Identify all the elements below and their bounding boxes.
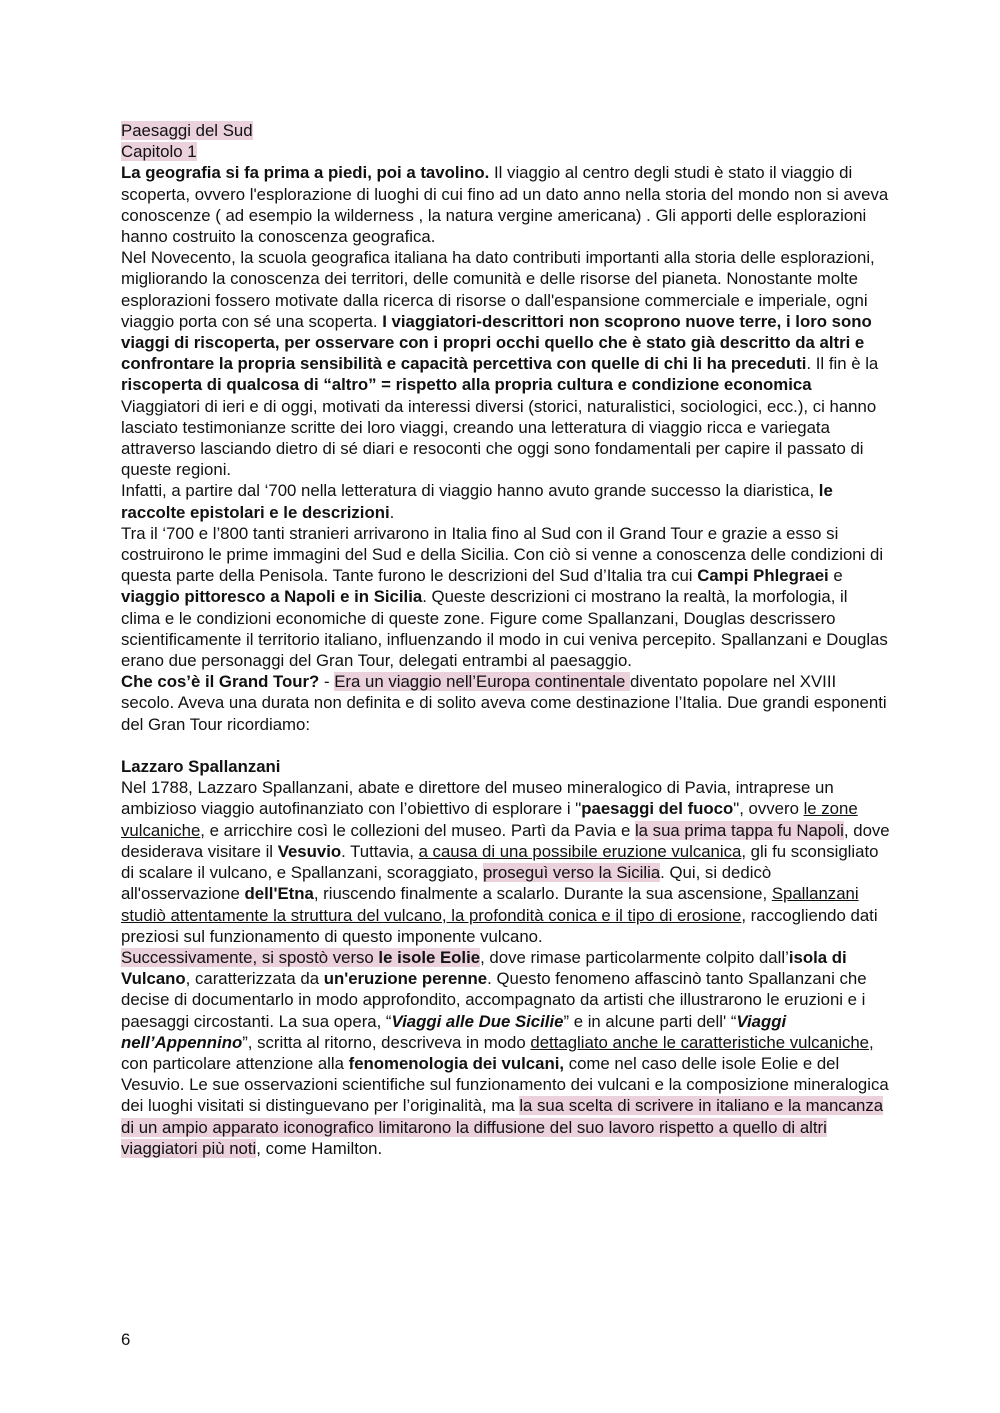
document-title: Paesaggi del Sud: [121, 121, 253, 140]
paragraph-grand-tour-history: Tra il ‘700 e l’800 tanti stranieri arrivarono in Italia fino al Sud con il Grand Tour e grazie a esso si costruirono le prime immagini del Sud e della Sicilia. Con ciò si venne a conoscenza delle condizioni di questa parte della Penisola. Tante furono le descrizioni del Sud d’Italia tra cui Campi Phlegraei e viaggio pittoresco a Napoli e in Sicilia. Queste descrizioni ci mostrano la realtà, la morfologia, il clima e le condizioni economiche di queste zone. Figure come Spallanzani, Douglas descrissero scientificamente il territorio italiano, influenzando il modo in cui veniva percepito. Spallanzani e Douglas erano due personaggi del Gran Tour, delegati entrambi al paesaggio.: [121, 523, 888, 671]
paragraph-novecento: Nel Novecento, la scuola geografica italiana ha dato contributi importanti alla storia delle esplorazioni, migliorando la conoscenza dei territori, delle comunità e delle risorse del pianeta. Nonostante molte esplorazioni fossero motivate dalla ricerca di risorse o dall'espansione commerciale e imperiale, ogni viaggio porta con sé una scoperta. I viaggiatori-descrittori non scoprono nuove terre, i loro sono viaggi di riscoperta, per osservare con i propri occhi quello che è stato già descritto da altri e confrontare la propria sensibilità e capacità percettiva con quelle di chi li ha preceduti. Il fin è la riscoperta di qualcosa di “altro” = rispetto alla propria cultura e condizione economica: [121, 248, 879, 395]
document-body: [121, 120, 891, 1159]
paragraph-grand-tour-definition: Che cos’è il Grand Tour? - Era un viaggio nell’Europa continentale diventato popolare nel XVIII secolo. Aveva una durata non definita e di solito aveva come destinazione l’Italia. Due grandi esponenti del Gran Tour ricordiamo:: [121, 672, 887, 734]
section-heading: Lazzaro Spallanzani: [121, 757, 281, 777]
paragraph-eolie: Successivamente, si spostò verso le isole Eolie, dove rimase particolarmente colpito dall’isola di Vulcano, caratterizzata da un'eruzione perenne. Questo fenomeno affascinò tanto Spallanzani che decise di documentarlo in modo approfondito, accompagnato da artisti che illustrarono le eruzioni e i paesaggi circostanti. La sua opera, “Viaggi alle Due Sicilie” e in alcune parti dell' “Viaggi nell’Appennino”, scritta al ritorno, descriveva in modo dettagliato anche le caratteristiche vulcaniche, con particolare attenzione alla fenomenologia dei vulcani, come nel caso delle isole Eolie e del Vesuvio. Le sue osservazioni scientifiche sul funzionamento dei vulcani e la composizione mineralogica dei luoghi visitati si distinguevano per l’originalità, ma la sua scelta di scrivere in italiano e la mancanza di un ampio apparato iconografico limitarono la diffusione del suo lavoro rispetto a quello di altri viaggiatori più noti, come Hamilton.: [121, 947, 889, 1158]
chapter-heading: Capitolo 1: [121, 142, 197, 162]
page-number: 6: [121, 1330, 131, 1349]
paragraph-viaggiatori: Viaggiatori di ieri e di oggi, motivati da interessi diversi (storici, naturalistici, sociologici, ecc.), ci hanno lasciato testimonianze scritte dei loro viaggi, creando una letteratura di viaggio ricca e variegata attraverso lasciando dietro di sé diari e resoconti che oggi sono fondamentali per capire il passato di queste regioni.: [121, 396, 877, 480]
blank-line: [121, 735, 891, 756]
paragraph-intro: La geografia si fa prima a piedi, poi a tavolino. Il viaggio al centro degli studi è stato il viaggio di scoperta, ovvero l'esplorazione di luoghi di cui fino ad un dato anno nella storia del mondo non si aveva conoscenze ( ad esempio la wilderness , la natura vergine americana) . Gli apporti delle esplorazioni hanno costruito la conoscenza geografica.: [121, 163, 889, 247]
paragraph-settecento: Infatti, a partire dal ‘700 nella letteratura di viaggio hanno avuto grande successo la diaristica, le raccolte epistolari e le descrizioni.: [121, 481, 833, 522]
paragraph-spallanzani-journey: Nel 1788, Lazzaro Spallanzani, abate e direttore del museo mineralogico di Pavia, intraprese un ambizioso viaggio autofinanziato con l’obiettivo di esplorare i "paesaggi del fuoco", ovvero le zone vulcaniche, e arricchire così le collezioni del museo. Partì da Pavia e la sua prima tappa fu Napoli, dove desiderava visitare il Vesuvio. Tuttavia, a causa di una possibile eruzione vulcanica, gli fu sconsigliato di scalare il vulcano, e Spallanzani, scoraggiato, proseguì verso la Sicilia. Qui, si dedicò all'osservazione dell'Etna, riuscendo finalmente a scalarlo. Durante la sua ascensione, Spallanzani studiò attentamente la struttura del vulcano, la profondità conica e il tipo di erosione, raccogliendo dati preziosi sul funzionamento di questo imponente vulcano.: [121, 778, 890, 946]
